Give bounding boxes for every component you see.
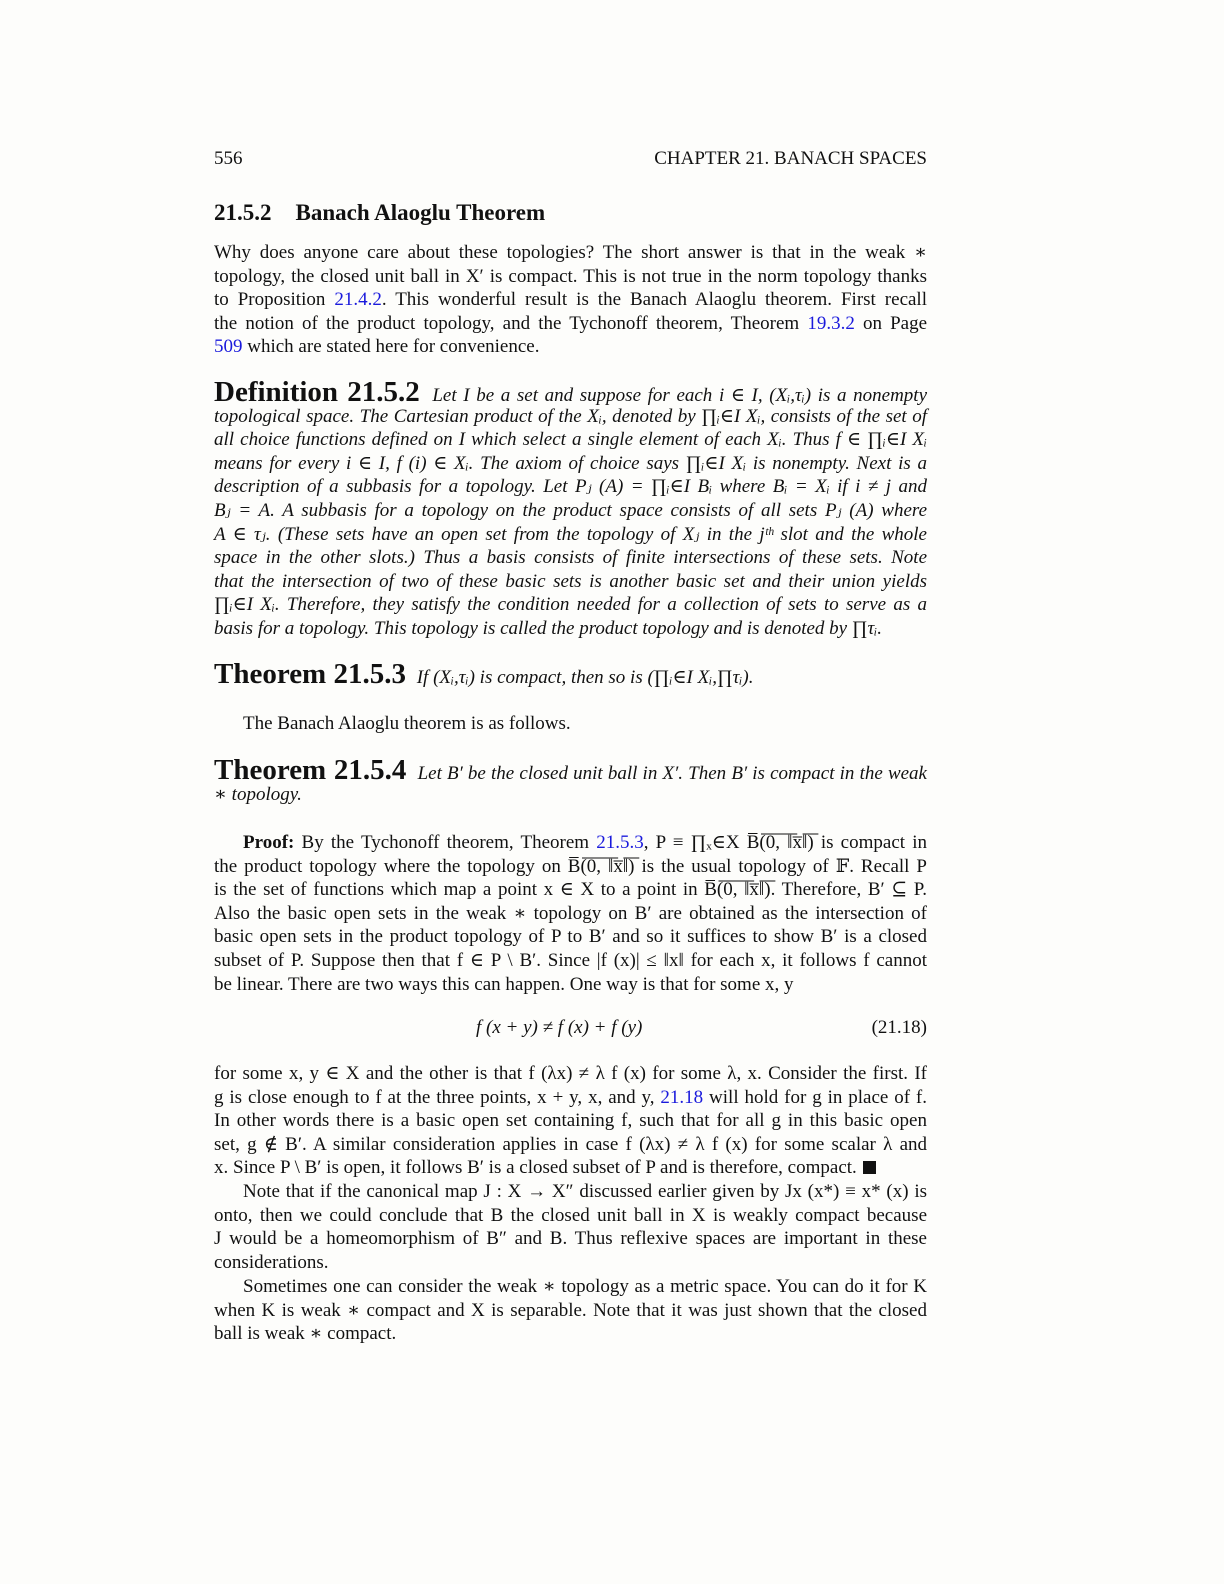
equation-formula: f (x + y) ≠ f (x) + f (y) <box>476 1017 643 1038</box>
transition-text: The Banach Alaoglu theorem is as follows. <box>243 713 571 734</box>
text-line: Note that if the canonical map J : X → X″ discussed earlier given by Jx (x*) ≡ x* (x) is <box>243 1181 927 1202</box>
theorem-statement: If (Xᵢ,τᵢ) is compact, then so is (∏ᵢ∈I Xᵢ,∏τᵢ). <box>416 667 754 688</box>
cross-reference-link[interactable]: 21.5.3 <box>596 832 644 853</box>
proof-continuation <box>214 1062 927 1180</box>
definition-first-line: Definition 21.5.2 Let I be a set and suppose for each i ∈ I, (Xᵢ,τᵢ) is a nonempty <box>214 376 928 408</box>
note-paragraph <box>214 1180 927 1274</box>
equation-number: (21.18) <box>871 1017 927 1038</box>
qed-square-icon <box>863 1161 876 1174</box>
intro-paragraph <box>214 241 927 359</box>
proof-continuation-body <box>214 1062 927 1180</box>
cross-reference-link[interactable]: 21.4.2 <box>334 289 382 311</box>
definition-label: Definition 21.5.2 <box>214 376 420 408</box>
text-line: to Proposition 21.4.2. This wonderful result is the Banach Alaoglu theorem. First recall <box>214 289 927 311</box>
chapter-title: CHAPTER 21. BANACH SPACES <box>654 148 927 169</box>
theorem-21-5-4: Theorem 21.5.4 Let B′ be the closed unit ball in X′. Then B′ is compact in the weak ∗ topology. <box>214 754 927 805</box>
text-line: considerations. <box>214 1251 329 1273</box>
text-line: that the intersection of two of these basic sets is another basic set and their union yields <box>214 570 927 592</box>
text-line: when K is weak ∗ compact and X is separable. Note that it was just shown that the closed <box>214 1299 927 1321</box>
text-line: the product topology where the topology on B̅(̅0̅,̅ ̅‖̅x̅‖̅)̅ is the usual topology of 𝔽. Recall P <box>214 855 927 877</box>
text-line: topology, the closed unit ball in X′ is compact. This is not true in the norm topology thanks <box>214 265 927 287</box>
text-line: basis for a topology. This topology is called the product topology and is denoted by ∏τᵢ. <box>214 617 883 639</box>
text-line: for some x, y ∈ X and the other is that f (λx) ≠ λ f (x) for some λ, x. Consider the first. If <box>214 1063 927 1084</box>
text-line: Why does anyone care about these topologies? The short answer is that in the weak ∗ <box>214 242 927 263</box>
page-number: 556 <box>214 148 243 169</box>
definition-21-5-2 <box>214 376 928 641</box>
section-number: 21.5.2 <box>214 200 272 225</box>
text-line: Sometimes one can consider the weak ∗ topology as a metric space. You can do it for K <box>243 1276 927 1297</box>
final-body <box>214 1275 927 1346</box>
text-line: topological space. The Cartesian product of the Xᵢ, denoted by ∏ᵢ∈I Xᵢ, consists of the set of <box>214 405 927 427</box>
theorem-21-5-3 <box>214 658 927 690</box>
section-title: Banach Alaoglu Theorem <box>295 200 546 225</box>
text-line: Bⱼ = A. A subbasis for a topology on the product space consists of all sets Pⱼ (A) where <box>214 499 927 521</box>
definition-body <box>214 405 927 641</box>
text-line: Also the basic open sets in the weak ∗ topology on B′ are obtained as the intersection of <box>214 902 927 924</box>
proof-body <box>214 855 927 997</box>
text-line: J would be a homeomorphism of B″ and B. Thus reflexive spaces are important in these <box>214 1228 927 1250</box>
text-line: is the set of functions which map a point x ∈ X to a point in B̅(̅0̅,̅ ̅‖̅x̅‖̅)̅. Therefore, B′ ⊆ P. <box>214 879 927 901</box>
text-line: x. Since P \ B′ is open, it follows B′ is a closed subset of P and is therefore, compact. <box>214 1156 927 1180</box>
proof-paragraph <box>214 831 927 996</box>
cross-reference-link[interactable]: 21.18 <box>660 1086 704 1108</box>
text-line: the notion of the product topology, and the Tychonoff theorem, Theorem 19.3.2 on Page <box>214 312 928 334</box>
text-line: In other words there is a basic open set containing f, such that for all g in this basic open <box>214 1110 927 1132</box>
section-heading <box>214 200 545 226</box>
note-body <box>214 1180 927 1274</box>
text-line: set, g ∉ B′. A similar consideration applies in case f (λx) ≠ λ f (x) for some scalar λ and <box>214 1133 927 1155</box>
text-line: basic open sets in the product topology of P to B′ and so it suffices to show B′ is a closed <box>214 926 927 948</box>
theorem-label: Theorem 21.5.4 <box>214 754 407 786</box>
running-header <box>214 148 927 170</box>
proof-first-text: By the Tychonoff theorem, Theorem 21.5.3, P ≡ ∏ₓ∈X B̅(̅0̅,̅ ̅‖̅x̅‖̅)̅ is compact in <box>301 832 927 853</box>
text-line: g is close enough to f at the three points, x + y, x, and y, 21.18 will hold for g in place of f. <box>214 1086 927 1108</box>
text-line: ball is weak ∗ compact. <box>214 1323 397 1345</box>
proof-label: Proof: <box>243 832 295 853</box>
text-line: means for every i ∈ I, f (i) ∈ Xᵢ. The axiom of choice says ∏ᵢ∈I Xᵢ is nonempty. Next is a <box>214 452 927 474</box>
text-line: subset of P. Suppose then that f ∈ P \ B′. Since |f (x)| ≤ ‖x‖ for each x, it follows f cannot <box>214 949 927 971</box>
theorem-label: Theorem 21.5.3 <box>214 658 406 690</box>
proof-first-line <box>214 831 927 855</box>
text-line: onto, then we could conclude that B the closed unit ball in X is weakly compact because <box>214 1204 927 1226</box>
text-line: 509 which are stated here for convenience. <box>214 336 540 358</box>
text-line: description of a subbasis for a topology. Let Pⱼ (A) = ∏ᵢ∈I Bᵢ where Bᵢ = Xᵢ if i ≠ j and <box>214 476 927 498</box>
text-line: ∏ᵢ∈I Xᵢ. Therefore, they satisfy the condition needed for a collection of sets to serve as a <box>214 594 927 616</box>
cross-reference-link[interactable]: 19.3.2 <box>807 312 855 334</box>
final-paragraph <box>214 1275 927 1346</box>
text-line: be linear. There are two ways this can happen. One way is that for some x, y <box>214 973 794 995</box>
text-line: A ∈ τⱼ. (These sets have an open set from the topology of Xⱼ in the jᵗʰ slot and the whole <box>214 523 927 545</box>
text-line: space in the other slots.) Thus a basis consists of finite intersections of these sets. Note <box>214 547 927 569</box>
cross-reference-link[interactable]: 509 <box>214 336 243 358</box>
text-line: all choice functions defined on I which select a single element of each Xᵢ. Thus f ∈ ∏ᵢ∈I Xᵢ <box>214 429 927 451</box>
